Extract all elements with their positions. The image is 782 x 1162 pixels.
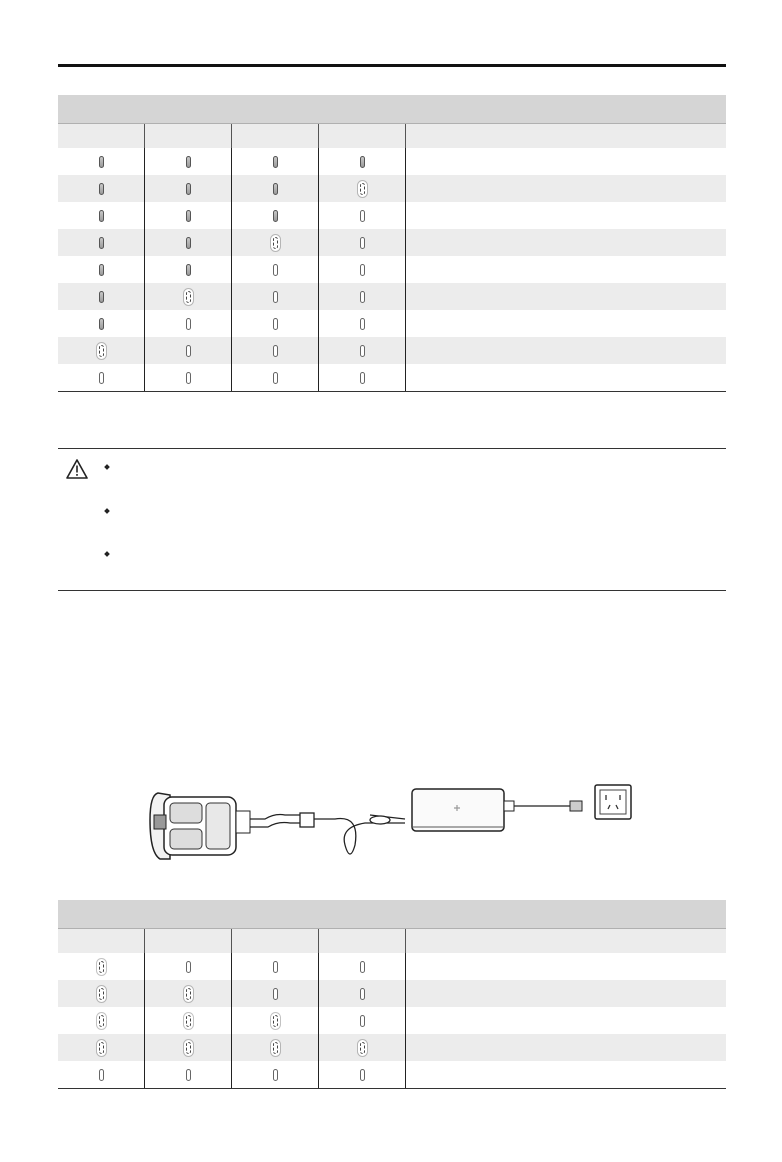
notice-bullet (104, 508, 110, 514)
led-blink-icon (99, 1042, 104, 1054)
description-cell (406, 1061, 726, 1088)
led-on-icon (186, 237, 191, 249)
table-row (58, 202, 726, 229)
led-blink-icon (99, 345, 104, 357)
led-off-icon (360, 237, 365, 249)
led-off-icon (273, 1069, 278, 1081)
led-on-icon (186, 264, 191, 276)
led-cell (319, 1061, 406, 1088)
led-on-icon (99, 291, 104, 303)
led-cell (232, 175, 319, 202)
led-cell (58, 1007, 145, 1034)
led-off-icon (273, 291, 278, 303)
led-cell (145, 1061, 232, 1088)
led-off-icon (360, 1069, 365, 1081)
led-off-icon (360, 1015, 365, 1027)
description-cell (406, 256, 726, 283)
description-cell (406, 283, 726, 310)
charger-illustration (412, 789, 582, 831)
charging-status-table (58, 900, 726, 1089)
led-cell (232, 364, 319, 391)
led-cell (58, 148, 145, 175)
led-cell (58, 175, 145, 202)
led-cell (232, 1007, 319, 1034)
warning-triangle-icon (66, 459, 88, 479)
led-off-icon (360, 988, 365, 1000)
description-cell (406, 337, 726, 364)
table-subheader (58, 124, 726, 148)
led-on-icon (99, 237, 104, 249)
led-cell (319, 337, 406, 364)
column-led2 (145, 124, 232, 148)
led-cell (145, 202, 232, 229)
led-cell (145, 148, 232, 175)
led-off-icon (186, 345, 191, 357)
led-cell (232, 980, 319, 1007)
led-cell (319, 175, 406, 202)
led-blink-icon (273, 1015, 278, 1027)
led-blink-icon (186, 291, 191, 303)
table-row (58, 283, 726, 310)
led-cell (319, 310, 406, 337)
led-cell (145, 175, 232, 202)
led-on-icon (99, 318, 104, 330)
warning-notice (58, 448, 726, 591)
column-led1 (58, 124, 145, 148)
led-off-icon (273, 372, 278, 384)
led-blink-icon (360, 183, 365, 195)
led-cell (319, 229, 406, 256)
led-off-icon (99, 1069, 104, 1081)
led-blink-icon (273, 237, 278, 249)
table-row (58, 364, 726, 391)
column-led2 (145, 929, 232, 953)
led-off-icon (273, 345, 278, 357)
description-cell (406, 229, 726, 256)
led-off-icon (360, 345, 365, 357)
led-on-icon (273, 183, 278, 195)
led-cell (145, 1034, 232, 1061)
led-blink-icon (186, 988, 191, 1000)
description-cell (406, 175, 726, 202)
led-blink-icon (99, 988, 104, 1000)
table-row (58, 1007, 726, 1034)
table-row (58, 256, 726, 283)
led-off-icon (186, 372, 191, 384)
led-cell (145, 364, 232, 391)
led-on-icon (186, 210, 191, 222)
led-cell (319, 953, 406, 980)
led-blink-icon (273, 1042, 278, 1054)
table-row (58, 980, 726, 1007)
led-off-icon (99, 372, 104, 384)
table-header (58, 900, 726, 929)
column-led4 (319, 929, 406, 953)
description-cell (406, 980, 726, 1007)
table-row (58, 337, 726, 364)
notice-bullet (104, 551, 110, 557)
table-subheader (58, 929, 726, 953)
led-off-icon (186, 1069, 191, 1081)
led-cell (232, 310, 319, 337)
led-cell (232, 229, 319, 256)
led-cell (232, 1061, 319, 1088)
column-description (406, 929, 726, 953)
led-cell (145, 310, 232, 337)
led-off-icon (360, 961, 365, 973)
table-row (58, 1061, 726, 1088)
table-bottom-rule (58, 391, 726, 392)
led-cell (145, 229, 232, 256)
column-led3 (232, 929, 319, 953)
led-off-icon (360, 372, 365, 384)
description-cell (406, 953, 726, 980)
led-blink-icon (186, 1042, 191, 1054)
led-blink-icon (186, 1015, 191, 1027)
column-description (406, 124, 726, 148)
led-cell (319, 256, 406, 283)
description-cell (406, 364, 726, 391)
table-header (58, 95, 726, 124)
description-cell (406, 1034, 726, 1061)
led-on-icon (99, 183, 104, 195)
led-on-icon (273, 210, 278, 222)
led-cell (145, 1007, 232, 1034)
led-cell (232, 256, 319, 283)
table-row (58, 1034, 726, 1061)
battery-level-table (58, 95, 726, 392)
led-blink-icon (99, 1015, 104, 1027)
table-body (58, 953, 726, 1088)
led-off-icon (273, 264, 278, 276)
led-on-icon (186, 183, 191, 195)
table-row (58, 229, 726, 256)
led-off-icon (360, 264, 365, 276)
led-off-icon (186, 961, 191, 973)
cable (250, 813, 405, 854)
led-cell (58, 202, 145, 229)
led-cell (58, 1034, 145, 1061)
led-cell (58, 1061, 145, 1088)
led-cell (319, 283, 406, 310)
battery-illustration (150, 793, 250, 859)
led-cell (232, 953, 319, 980)
led-cell (145, 256, 232, 283)
led-cell (232, 337, 319, 364)
led-on-icon (360, 156, 365, 168)
led-blink-icon (360, 1042, 365, 1054)
table-bottom-rule (58, 1088, 726, 1089)
led-off-icon (273, 988, 278, 1000)
led-off-icon (186, 318, 191, 330)
top-rule (58, 64, 726, 67)
led-cell (58, 229, 145, 256)
table-row (58, 953, 726, 980)
table-row (58, 310, 726, 337)
description-cell (406, 1007, 726, 1034)
led-off-icon (360, 318, 365, 330)
led-cell (232, 283, 319, 310)
led-cell (319, 980, 406, 1007)
led-cell (58, 256, 145, 283)
led-cell (58, 283, 145, 310)
description-cell (406, 310, 726, 337)
column-led4 (319, 124, 406, 148)
led-cell (232, 1034, 319, 1061)
notice-bullet (104, 464, 110, 470)
led-on-icon (273, 156, 278, 168)
led-off-icon (360, 291, 365, 303)
led-on-icon (186, 156, 191, 168)
led-off-icon (360, 210, 365, 222)
led-cell (58, 953, 145, 980)
led-cell (58, 310, 145, 337)
led-cell (232, 202, 319, 229)
led-cell (319, 202, 406, 229)
table-row (58, 148, 726, 175)
charging-illustration (140, 775, 640, 865)
table-row (58, 175, 726, 202)
column-led3 (232, 124, 319, 148)
led-cell (232, 148, 319, 175)
led-off-icon (273, 961, 278, 973)
column-led1 (58, 929, 145, 953)
led-cell (145, 283, 232, 310)
led-cell (145, 337, 232, 364)
description-cell (406, 202, 726, 229)
led-cell (319, 364, 406, 391)
led-cell (145, 953, 232, 980)
led-on-icon (99, 156, 104, 168)
led-cell (58, 364, 145, 391)
led-on-icon (99, 210, 104, 222)
led-off-icon (273, 318, 278, 330)
led-cell (145, 980, 232, 1007)
led-cell (319, 1034, 406, 1061)
led-blink-icon (99, 961, 104, 973)
led-cell (58, 337, 145, 364)
description-cell (406, 148, 726, 175)
wall-outlet-icon (595, 785, 631, 819)
led-cell (319, 148, 406, 175)
led-on-icon (99, 264, 104, 276)
led-cell (319, 1007, 406, 1034)
table-body (58, 148, 726, 391)
led-cell (58, 980, 145, 1007)
